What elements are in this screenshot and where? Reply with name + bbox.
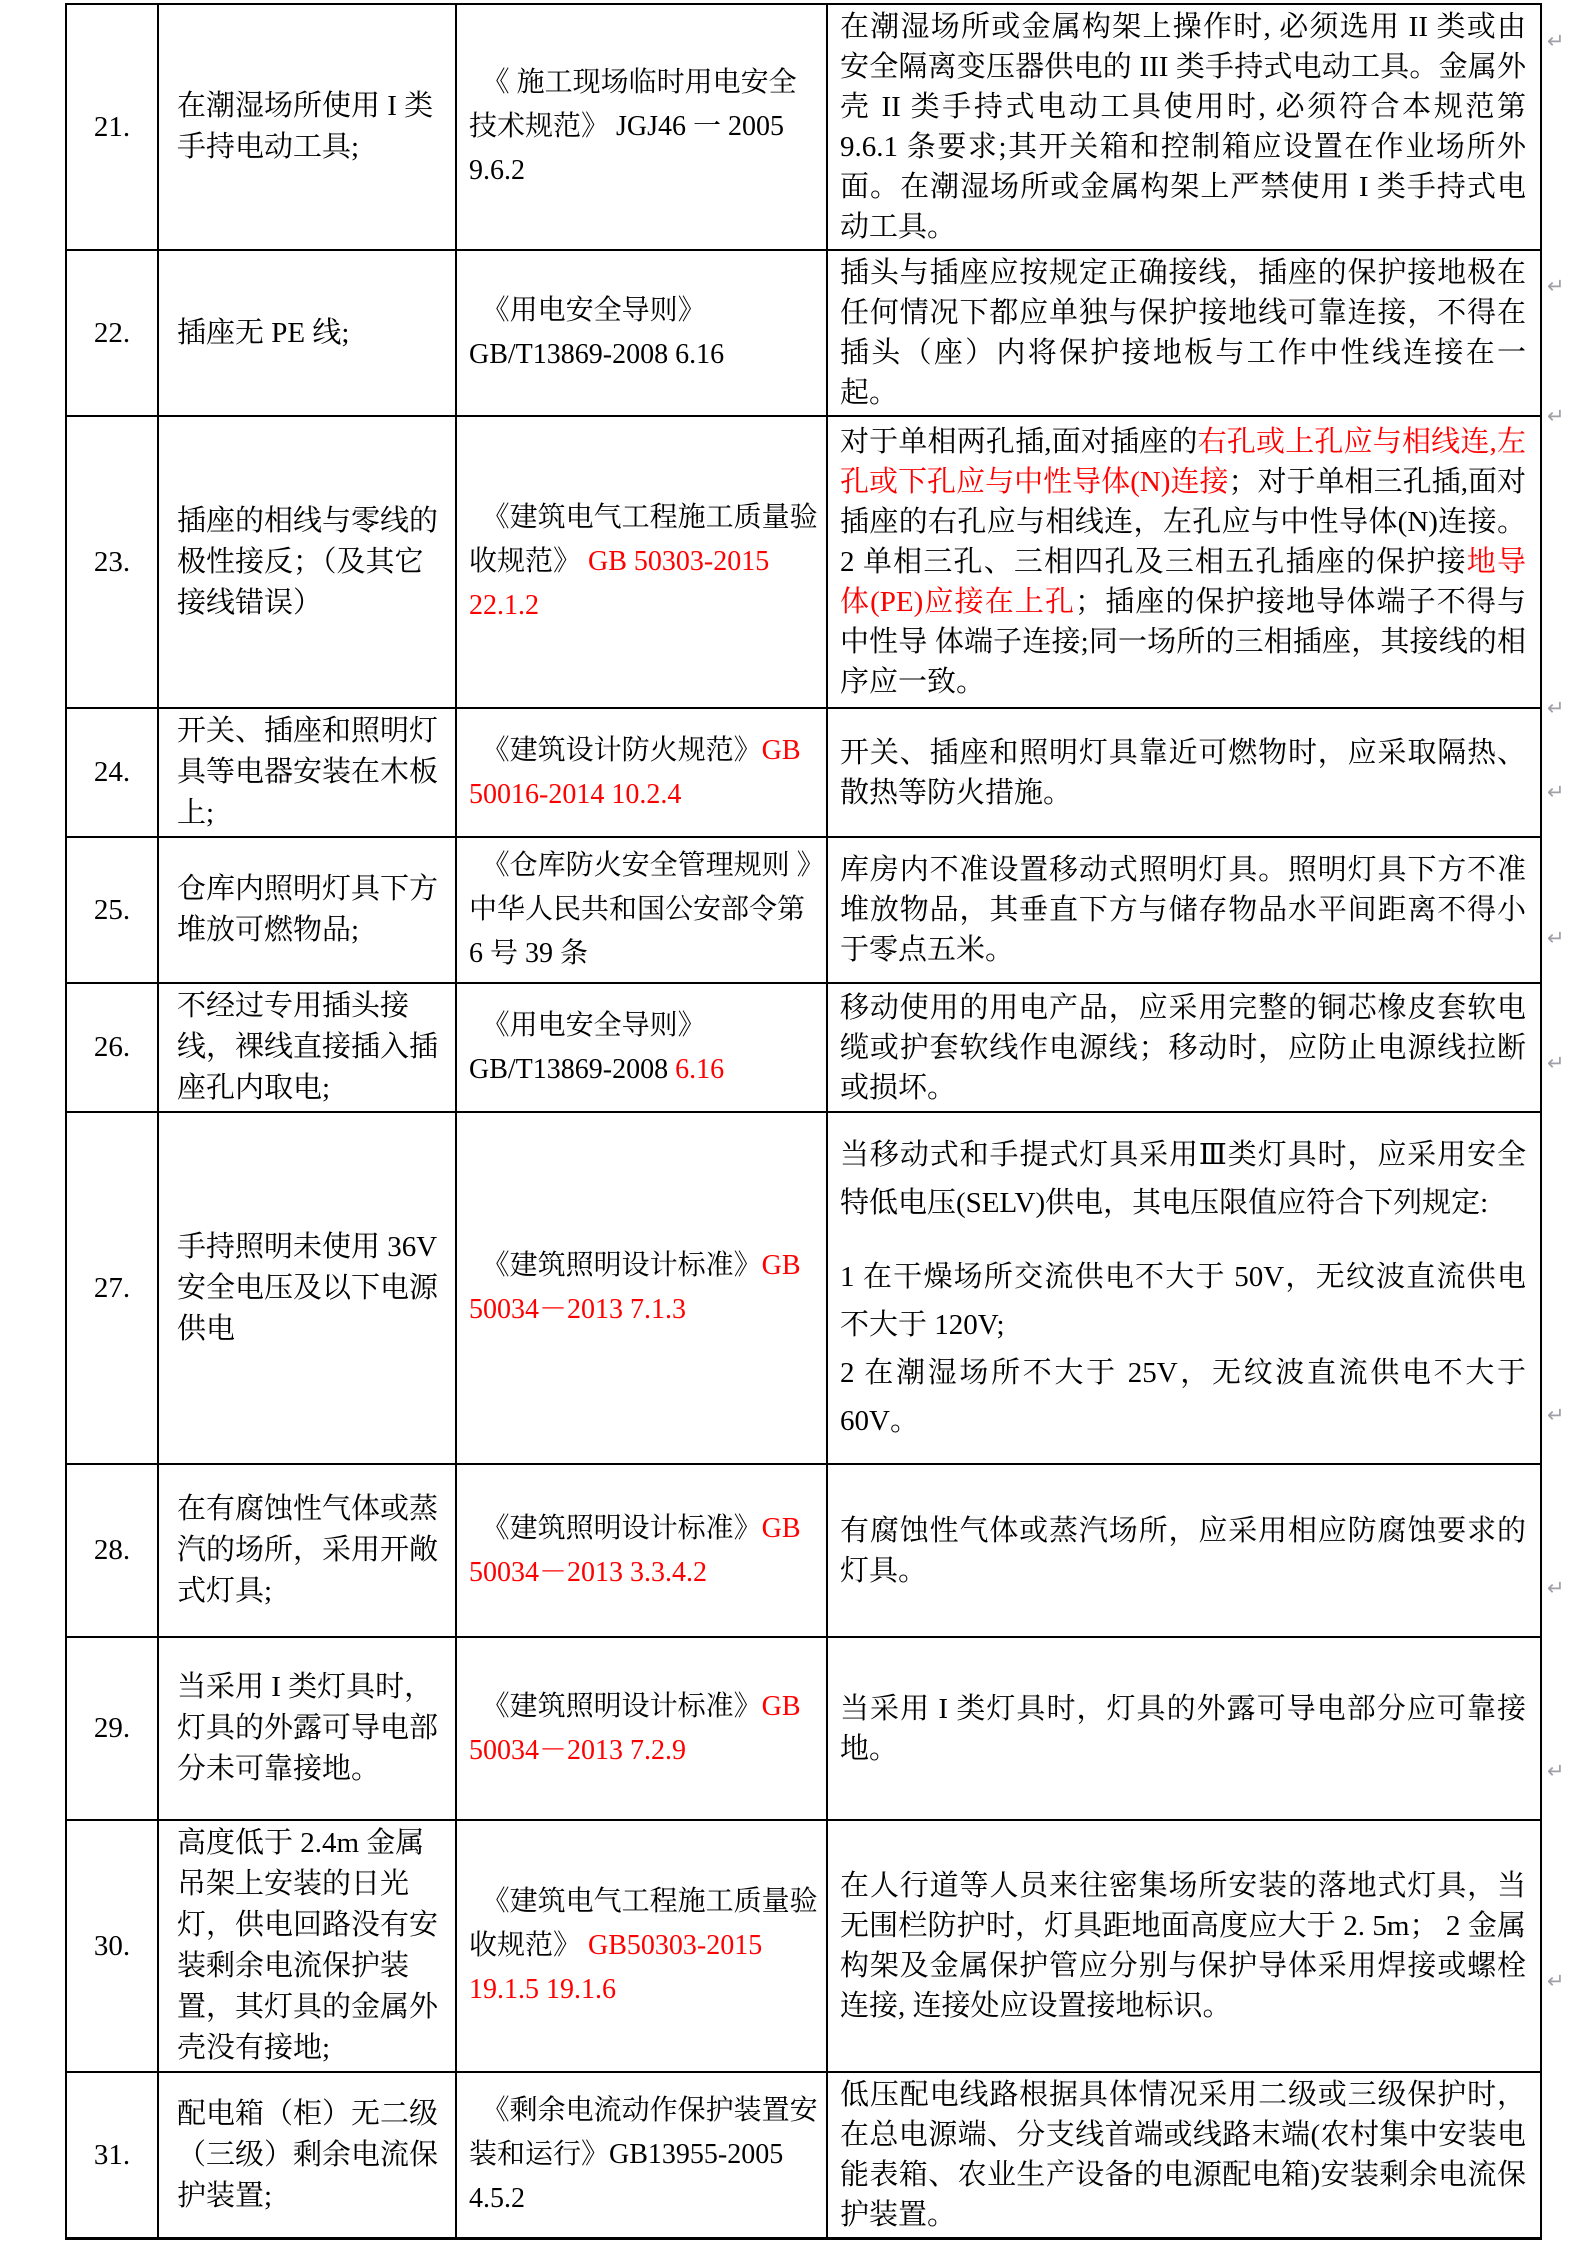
table-row [66, 416, 1541, 708]
requirement-text: 在人行道等人员来往密集场所安装的落地式灯具，当无围栏防护时，灯具距地面高度应大于 2. 5m； 2 金属构架及金属保护管应分别与保护导体采用焊接或螺栓连接, 连接处应设置接地标识。 [840, 1870, 1526, 2022]
requirement-text: 当移动式和手提式灯具采用Ⅲ类灯具时，应采用安全特低电压(SELV)供电，其电压限值应符合下列规定: [840, 1139, 1526, 1219]
standard-reference-text: 4.5.2 [469, 2183, 525, 2214]
requirement-paragraph [840, 1253, 1526, 1349]
standard-reference-text: 《建筑电气工程施工质量验 [481, 502, 818, 533]
standard-reference-text: 《建筑照明设计标准》 [481, 1690, 762, 1722]
standard-reference-line [469, 1048, 820, 1092]
standard-reference-line [469, 149, 820, 193]
hazard-description-cell: 高度低于 2.4m 金属吊架上安装的日光灯，供电回路没有安装剩余电流保护装置，其灯具的金属外壳没有接地; [158, 1820, 456, 2072]
requirement-paragraph [840, 1131, 1526, 1227]
standard-reference-line [469, 105, 820, 149]
standard-reference-line [469, 1924, 820, 1968]
requirement-paragraph [840, 733, 1526, 813]
table-row [66, 2072, 1541, 2239]
standard-reference-line [469, 1244, 820, 1288]
standard-reference-red-text: GB [761, 1512, 801, 1544]
paragraph-mark-icon: ↵ [1547, 780, 1565, 804]
paragraph-mark-icon: ↵ [1547, 1759, 1565, 1783]
standard-reference-text: 《建筑照明设计标准》 [481, 1512, 762, 1544]
standard-reference-text: 中华人民共和国公安部令第 [469, 894, 806, 925]
standard-reference-line [469, 1685, 820, 1729]
standard-reference-text: 《仓库防火安全管理规则 》 [481, 850, 825, 881]
hazard-description-cell: 手持照明未使用 36V 安全电压及以下电源供电 [158, 1112, 456, 1464]
requirement-text-cell [827, 416, 1541, 708]
requirement-text: 库房内不准设置移动式照明灯具。照明灯具下方不准堆放物品，其垂直下方与储存物品水平间距离不得小于零点五米。 [840, 854, 1526, 966]
standard-reference-text: 6 号 39 条 [469, 938, 589, 969]
standard-reference-text: 《用电安全导则》 [481, 1009, 706, 1041]
standard-reference-text: 9.6.2 [469, 155, 525, 186]
standard-reference-line [469, 1288, 820, 1332]
standard-reference-text: 收规范》 [469, 546, 589, 577]
requirement-text: 对于单相两孔插,面对插座的 [840, 426, 1198, 458]
requirement-paragraph [840, 253, 1526, 413]
requirement-text: 2 在潮湿场所不大于 25V，无纹波直流供电不大于 60V。 [840, 1357, 1526, 1437]
standard-reference-line [469, 1507, 820, 1551]
paragraph-mark-icon: ↵ [1547, 926, 1565, 950]
standard-reference-cell [456, 1464, 827, 1637]
standard-reference-line [469, 2133, 820, 2177]
requirement-red-text: 地导体(PE)应接在上孔 [840, 546, 1526, 618]
standard-reference-line [469, 844, 825, 888]
standard-reference-cell [456, 837, 827, 983]
table-row [66, 708, 1541, 837]
paragraph-mark-icon: ↵ [1547, 1576, 1565, 1600]
standard-reference-text: 装和运行》GB13955-2005 [469, 2139, 784, 2170]
standard-reference-red-text: 50016-2014 10.2.4 [469, 778, 682, 810]
requirement-text: 低压配电线路根据具体情况采用二级或三级保护时，在总电源端、分支线首端或线路末端(农村集中安装电能表箱、农业生产设备的电源配电箱)安装剩余电流保护装置。 [840, 2079, 1526, 2231]
standard-reference-line [469, 1551, 820, 1595]
standard-reference-red-text: 19.1.5 19.1.6 [469, 1974, 616, 2005]
table-row [66, 250, 1541, 416]
standard-reference-line [469, 61, 820, 105]
standard-reference-line [469, 888, 820, 932]
issues-table [65, 3, 1542, 2240]
standard-reference-line [469, 773, 820, 817]
paragraph-mark-icon: ↵ [1547, 404, 1565, 428]
hazard-description-cell: 配电箱（柜）无二级（三级）剩余电流保护装置; [158, 2072, 456, 2239]
row-number-cell: 22. [66, 250, 158, 416]
requirement-red-text: 右孔或上孔应与相线连,左孔或下孔应与中性导体(N)连接 [840, 426, 1526, 498]
hazard-description-cell: 在有腐蚀性气体或蒸汽的场所，采用开敞式灯具; [158, 1464, 456, 1637]
requirement-paragraph [840, 1511, 1526, 1591]
hazard-description-cell: 开关、插座和照明灯具等电器安装在木板上; [158, 708, 456, 837]
standard-reference-cell [456, 1112, 827, 1464]
row-number-cell: 27. [66, 1112, 158, 1464]
standard-reference-cell [456, 416, 827, 708]
issues-table-body [66, 4, 1541, 2239]
row-number-cell: 31. [66, 2072, 158, 2239]
requirement-paragraph [840, 1349, 1526, 1445]
requirement-paragraph [840, 988, 1526, 1108]
standard-reference-red-text: 22.1.2 [469, 590, 539, 621]
standard-reference-red-text: GB50303-2015 [588, 1930, 763, 1961]
standard-reference-red-text: 6.16 [675, 1053, 725, 1085]
requirement-text: 插头与插座应按规定正确接线，插座的保护接地极在任何情况下都应单独与保护接地线可靠连接，不得在插头（座）内将保护接地板与工作中性线连接在一起。 [840, 257, 1526, 409]
requirement-paragraph [840, 1689, 1526, 1769]
standard-reference-line [469, 2177, 820, 2221]
standard-reference-line [469, 1729, 820, 1773]
requirement-paragraph [840, 1866, 1526, 2026]
table-row [66, 837, 1541, 983]
standard-reference-text: 《建筑照明设计标准》 [481, 1250, 762, 1281]
requirement-text: 1 在干燥场所交流供电不大于 50V，无纹波直流供电不大于 120V; [840, 1261, 1526, 1341]
requirement-text: 有腐蚀性气体或蒸汽场所，应采用相应防腐蚀要求的灯具。 [840, 1514, 1526, 1587]
row-number-cell: 24. [66, 708, 158, 837]
standard-reference-cell [456, 250, 827, 416]
table-row [66, 1464, 1541, 1637]
paragraph-mark-icon: ↵ [1547, 29, 1565, 53]
requirement-text: ；插座的保护接地导体端子不得与中性导 体端子连接;同一场所的三相插座，其接线的相序应一致。 [840, 586, 1526, 698]
requirement-text-cell [827, 1112, 1541, 1464]
requirement-paragraph [840, 422, 1526, 702]
standard-reference-cell [456, 1637, 827, 1820]
row-number-cell: 30. [66, 1820, 158, 2072]
requirement-text-cell [827, 837, 1541, 983]
table-row [66, 1637, 1541, 1820]
hazard-description-cell: 插座无 PE 线; [158, 250, 456, 416]
standard-reference-line [469, 333, 820, 377]
standard-reference-text: 《建筑电气工程施工质量验 [481, 1886, 818, 1917]
row-number-cell: 23. [66, 416, 158, 708]
requirement-text-cell [827, 708, 1541, 837]
requirement-text: ；对于单相三孔插,面对插座的右孔应与相线连，左孔应与中性导体(N)连接。 2 单相三孔、三相四孔及三相五孔插座的保护接 [840, 466, 1526, 578]
standard-reference-red-text: 50034－2013 7.1.3 [469, 1294, 687, 1325]
standard-reference-line [469, 2089, 820, 2133]
requirement-text-cell [827, 1637, 1541, 1820]
requirement-paragraph [840, 850, 1526, 970]
requirement-text-cell [827, 1464, 1541, 1637]
hazard-description-cell: 在潮湿场所使用 I 类手持电动工具; [158, 4, 456, 250]
standard-reference-red-text: GB [761, 1690, 801, 1722]
paragraph-mark-icon: ↵ [1547, 1969, 1565, 1993]
standard-reference-line [469, 584, 820, 628]
standard-reference-cell [456, 4, 827, 250]
hazard-description-cell: 仓库内照明灯具下方堆放可燃物品; [158, 837, 456, 983]
standard-reference-red-text: 50034－2013 3.3.4.2 [469, 1556, 708, 1588]
standard-reference-line [469, 289, 820, 333]
standard-reference-line [469, 1880, 820, 1924]
paragraph-mark-icon: ↵ [1547, 1403, 1565, 1427]
standard-reference-line [469, 1968, 820, 2012]
table-row [66, 4, 1541, 250]
table-row [66, 1112, 1541, 1464]
standard-reference-cell [456, 708, 827, 837]
paragraph-mark-icon: ↵ [1547, 1051, 1565, 1075]
standard-reference-red-text: GB [761, 1250, 801, 1281]
table-row [66, 983, 1541, 1112]
paragraph-mark-icon: ↵ [1547, 696, 1565, 720]
paragraph-mark-icon: ↵ [1547, 274, 1565, 298]
standard-reference-text: 收规范》 [469, 1930, 589, 1961]
standard-reference-text: GB/T13869-2008 [469, 1053, 676, 1085]
standard-reference-text: 《 施工现场临时用电安全 [481, 67, 797, 98]
standard-reference-cell [456, 2072, 827, 2239]
standard-reference-red-text: GB 50303-2015 [588, 546, 770, 577]
row-number-cell: 21. [66, 4, 158, 250]
requirement-paragraph [840, 2075, 1526, 2235]
requirement-text: 当采用 I 类灯具时，灯具的外露可导电部分应可靠接地。 [840, 1692, 1526, 1765]
row-number-cell: 29. [66, 1637, 158, 1820]
requirement-text: 在潮湿场所或金属构架上操作时, 必须选用 II 类或由安全隔离变压器供电的 III 类手持式电动工具。金属外壳 II 类手持式电动工具使用时, 必须符合本规范第 9.6.1 条要求;其开关箱和控制箱应设置在作业场所外面。在潮湿场所或金属构架上严禁使用 I 类手持式电动工具。 [840, 11, 1526, 243]
row-number-cell: 26. [66, 983, 158, 1112]
requirement-text-cell [827, 4, 1541, 250]
hazard-description-cell: 当采用 I 类灯具时，灯具的外露可导电部分未可靠接地。 [158, 1637, 456, 1820]
standard-reference-red-text: GB [761, 734, 801, 766]
hazard-description-cell: 不经过专用插头接线，裸线直接插入插座孔内取电; [158, 983, 456, 1112]
requirement-text-cell [827, 983, 1541, 1112]
requirement-paragraph [840, 7, 1526, 247]
hazard-description-cell: 插座的相线与零线的极性接反；（及其它接线错误） [158, 416, 456, 708]
standard-reference-red-text: 50034－2013 7.2.9 [469, 1734, 687, 1766]
standard-reference-text: 《剩余电流动作保护装置安 [481, 2095, 818, 2126]
standard-reference-text: GB/T13869-2008 6.16 [469, 339, 725, 370]
requirement-text-cell [827, 1820, 1541, 2072]
standard-reference-line [469, 496, 820, 540]
standard-reference-line [469, 932, 820, 976]
requirement-text: 开关、插座和照明灯具靠近可燃物时，应采取隔热、散热等防火措施。 [840, 736, 1526, 809]
standard-reference-text: 技术规范》 JGJ46 一 2005 [469, 111, 785, 142]
standard-reference-cell [456, 1820, 827, 2072]
table-row [66, 1820, 1541, 2072]
standard-reference-line [469, 540, 820, 584]
row-number-cell: 28. [66, 1464, 158, 1637]
standard-reference-text: 《用电安全导则》 [481, 295, 706, 326]
standard-reference-line [469, 1004, 820, 1048]
standard-reference-text: 《建筑设计防火规范》 [481, 734, 762, 766]
standard-reference-cell [456, 983, 827, 1112]
requirement-text: 移动使用的用电产品，应采用完整的铜芯橡皮套软电缆或护套软线作电源线；移动时，应防止电源线拉断或损坏。 [840, 991, 1526, 1104]
requirement-text-cell [827, 250, 1541, 416]
standard-reference-line [469, 729, 820, 773]
requirement-text-cell [827, 2072, 1541, 2239]
row-number-cell: 25. [66, 837, 158, 983]
